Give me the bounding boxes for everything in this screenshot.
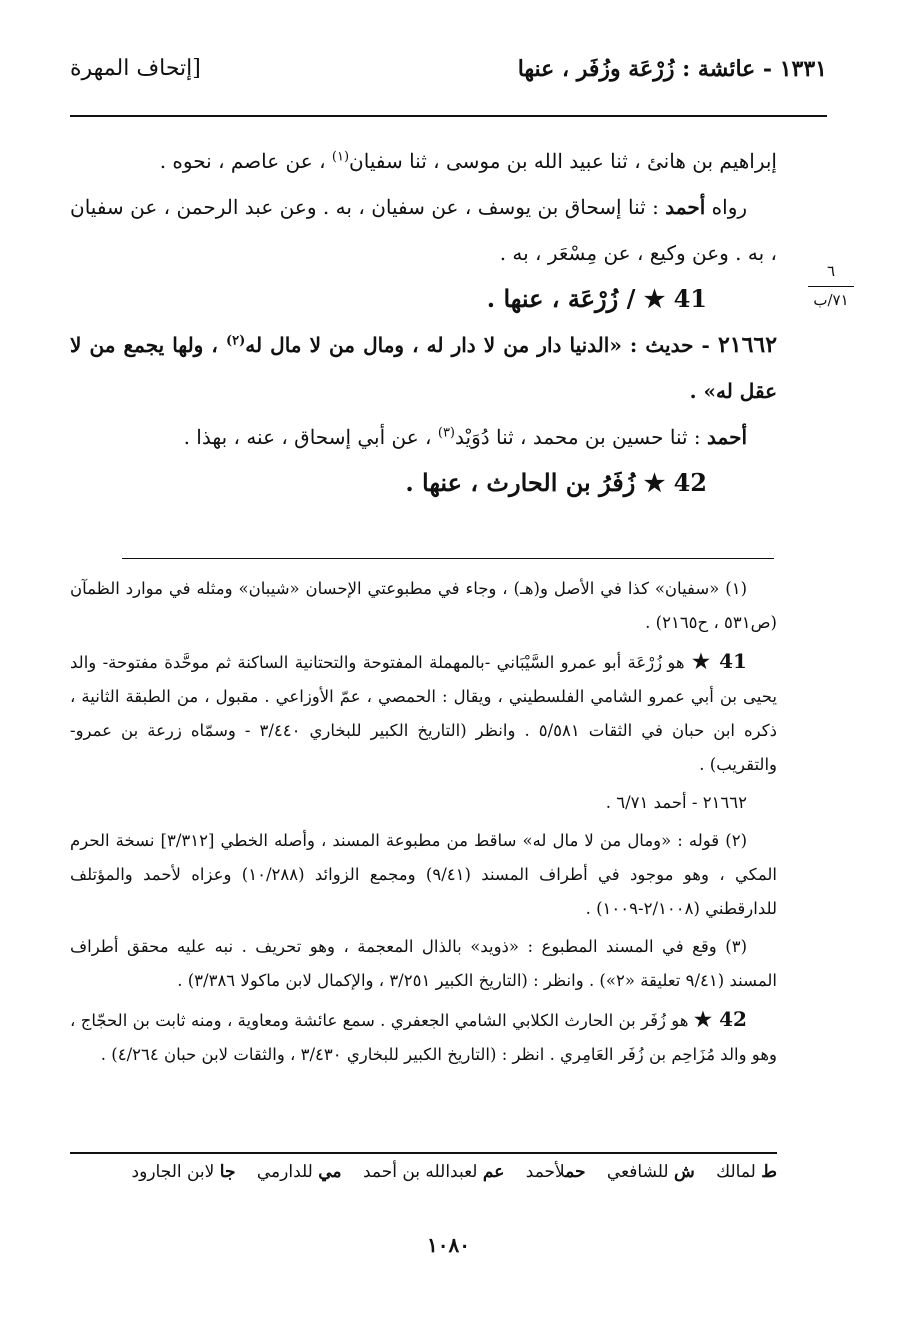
entry-heading-42: 42 ★ زُفَرُ بن الحارث ، عنها . [405,468,707,497]
entry-heading-41: 41 ★ / زُرْعَة ، عنها . [486,284,707,313]
footnote-1: (١) «سفيان» كذا في الأصل و(هـ) ، وجاء في مطبوعتي الإحسان «شيبان» ومثله في موارد الظمآن (ص٥٣١ ، ح٢١٦٥) . [70,579,777,632]
isnad-line: إبراهيم بن هانئ ، ثنا عبيد الله بن موسى ، ثنا سفيان$^{(١)}$ ، عن عاصم ، نحوه . [159,149,777,173]
footnote-3: (٣) وقع في المسند المطبوع : «ذويد» بالذال المعجمة ، وهو تحريف . نبه عليه محقق أطراف المسند (٩/٤١ تعليقة «٢») . وانظر : (التاريخ الكبير ٣/٢٥١ ، والإكمال لابن ماكولا ٣/٣٨٦) . [70,937,777,990]
margin-note-divider [808,286,854,287]
footnote-41: 41 ★ هو زُرْعَة أبو عمرو السَّيْبَاني -بالمهملة المفتوحة والتحتانية الساكنة ثم موحَّدة مفتوحة- والد يحيى بن أبي عمرو الشامي الفلسطيني ، ويقال : الحمصي ، عمّ الأوزاعي . مقبول ، من الطبقة الثانية ، ذكره ابن حبان في الثقات ٥/٥٨١ . وانظر (التاريخ الكبير للبخاري ٣/٤٤٠ - وسمّاه زرعة بن عمرو- والتقريب) . [70,649,777,774]
footnote-2: (٢) قوله : «ومال من لا مال له» ساقط من مطبوعة المسند ، وأصله الخطي [٣/٣١٢] نسخة الحرم المكي ، وهو موجود في أطراف المسند (٩/٤١) ومجمع الزوائد (١٠/٢٨٨) وعزاه لأحمد والمؤتلف للدارقطني (٢/١٠٠٨-١٠٠٩) . [70,831,778,918]
legend-item: ش للشافعي [606,1162,695,1182]
running-head [70,56,827,94]
footnote-42: 42 ★ هو زُفَر بن الحارث الكلابي الشامي الجعفري . سمع عائشة ومعاوية ، ومنه ثابت بن الحجّاج ، وهو والد مُزَاحِم بن زُفَر العَامِري . انظر : (التاريخ الكبير للبخاري ٣/٤٣٠ ، والثقات لابن حبان ٤/٢٦٤) . [70,1007,777,1064]
narrator-ahmad: أحمد [665,195,706,219]
hadith-number: ٢١٦٦٢ [717,332,778,358]
chain-paragraph: أحمد : ثنا حسين بن محمد ، ثنا دُوَيْد$^{(٣)}$ ، عن أبي إسحاق ، عنه ، بهذا . [183,425,747,449]
footnote-ref-1: (١) [331,149,350,165]
footnote-ref-2: (٢) [225,333,246,349]
running-head-book: [إتحاف المهرة [70,56,201,81]
footnote-41-mark: 41 ★ [690,649,747,673]
page-number: ١٠٨٠ [427,1233,470,1257]
chain-narrator: أحمد [707,425,747,449]
riwaya-paragraph: رواه أحمد : ثنا إسحاق بن يوسف ، عن سفيان ، به . وعن عبد الرحمن ، عن سفيان ، به . وعن وكيع ، عن مِسْعَر ، به . [70,195,777,265]
legend-item: حملأحمد [525,1162,586,1182]
legend-item: جا لابن الجارود [131,1162,236,1182]
running-head-title: ١٣٣١ - عائشة : زُرْعَة وزُفَر ، عنها [517,56,827,82]
main-text [70,138,777,506]
legend-item: مي للدارمي [256,1162,342,1182]
legend-divider [70,1152,777,1154]
footnote-ref-3: (٣) [437,425,455,441]
margin-note [808,262,854,310]
legend-item: ط لمالك [716,1162,777,1182]
footnotes [70,572,777,1076]
margin-note-volume: ٦ [826,262,836,280]
footnote-divider [122,558,774,559]
margin-note-folio: ٧١/ب [813,290,849,309]
header-divider [70,115,827,117]
abbreviation-legend [70,1162,777,1182]
hadith-text: ٢١٦٦٢ - حديث : «الدنيا دار من لا دار له ، ومال من لا مال له$^{(٢)}$ ، ولها يجمع من لا عقل له» . [70,332,778,403]
legend-item: عم لعبدالله بن أحمد [362,1162,505,1182]
footnote-42-mark: 42 ★ [693,1007,747,1031]
footnote-41-reference: ٢١٦٦٢ - أحمد ٦/٧١ . [605,793,747,812]
